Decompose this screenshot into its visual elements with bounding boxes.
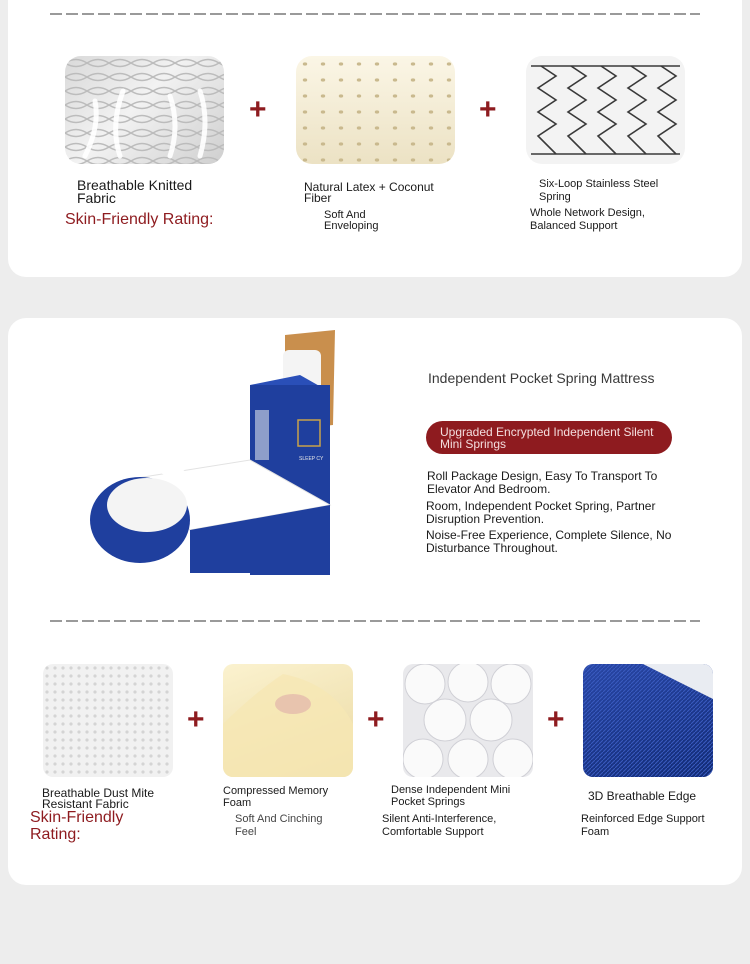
item-subtitle: Reinforced Edge Support Foam bbox=[581, 813, 705, 838]
feature-badge-text: Upgraded Encrypted Independent Silent Mini Springs bbox=[440, 425, 654, 451]
mesh-fabric-image bbox=[43, 664, 173, 777]
item-title: Compressed Memory Foam bbox=[223, 785, 329, 809]
plus-icon: + bbox=[187, 703, 205, 736]
item-subtitle: Skin-Friendly Rating: bbox=[30, 809, 124, 843]
item-subtitle: Soft And Enveloping bbox=[324, 209, 379, 232]
product-title: Independent Pocket Spring Mattress bbox=[428, 370, 655, 386]
item-title: Dense Independent Mini Pocket Springs bbox=[391, 784, 511, 808]
item-subtitle: Silent Anti-Interference, Comfortable Support bbox=[382, 813, 497, 838]
item-subtitle: Skin-Friendly Rating: bbox=[65, 211, 214, 228]
divider bbox=[50, 620, 700, 622]
item-title: 3D Breathable Edge bbox=[588, 789, 697, 803]
feature-text: Roll Package Design, Easy To Transport To Elevator And Bedroom. bbox=[427, 469, 658, 496]
pocket-springs-image bbox=[403, 664, 533, 777]
item-title: Breathable Knitted Fabric bbox=[77, 177, 193, 206]
divider bbox=[50, 13, 700, 15]
plus-icon: + bbox=[547, 703, 565, 736]
plus-icon: + bbox=[479, 93, 497, 126]
item-subtitle: Soft And Cinching Feel bbox=[235, 813, 323, 838]
mattress-product-image bbox=[85, 330, 340, 575]
plus-icon: + bbox=[249, 93, 267, 126]
plus-icon: + bbox=[367, 703, 385, 736]
item-subtitle: Whole Network Design, Balanced Support bbox=[530, 207, 645, 232]
item-title: Six-Loop Stainless Steel Spring bbox=[539, 178, 659, 203]
blue-edge-fabric-image bbox=[583, 664, 713, 777]
feature-text: Noise-Free Experience, Complete Silence, No Disturbance Throughout. bbox=[426, 528, 672, 555]
memory-foam-image bbox=[223, 664, 353, 777]
coil-spring-image bbox=[526, 56, 685, 164]
box-label: SLEEP CY bbox=[299, 456, 324, 462]
latex-foam-image bbox=[296, 56, 455, 164]
feature-text: Room, Independent Pocket Spring, Partner Disruption Prevention. bbox=[426, 499, 656, 526]
item-title: Breathable Dust Mite Resistant Fabric bbox=[42, 786, 155, 811]
knitted-fabric-image bbox=[65, 56, 224, 164]
item-title: Natural Latex + Coconut Fiber bbox=[304, 180, 434, 205]
